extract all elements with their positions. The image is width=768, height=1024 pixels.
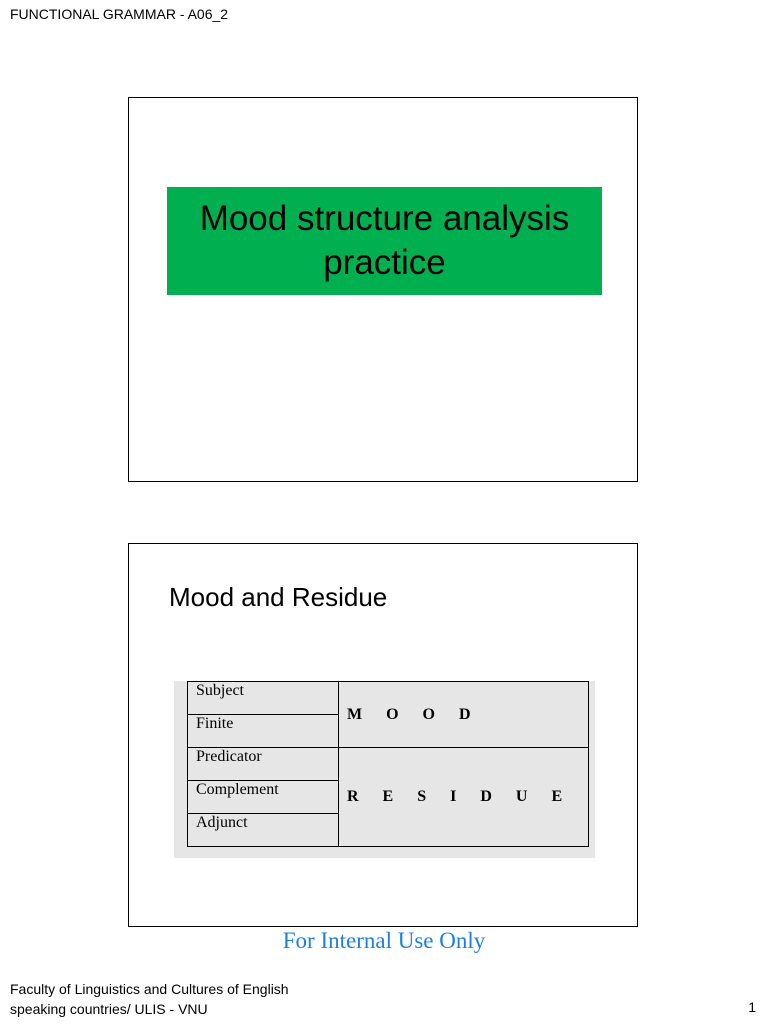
footer-affiliation (10, 979, 289, 1019)
mood-cell: M O O D (339, 682, 589, 748)
mood-residue-table-wrap (174, 681, 595, 858)
document-header: FUNCTIONAL GRAMMAR - A06_2 (10, 6, 229, 22)
residue-cell: R E S I D U E (339, 748, 589, 847)
table-row-predicator: Predicator (188, 748, 339, 781)
slide-2-title: Mood and Residue (169, 582, 388, 612)
internal-use-note: For Internal Use Only (282, 928, 486, 953)
slide-1-title-line2: practice (323, 243, 446, 282)
slide-1-title-line1: Mood structure analysis (199, 199, 570, 238)
slide-1 (128, 97, 638, 482)
table-row-subject: Subject (188, 682, 339, 715)
footer-affiliation-line2: speaking countries/ ULIS - VNU (10, 1001, 208, 1017)
table-row-finite: Finite (188, 715, 339, 748)
slide-1-title-box (167, 187, 602, 295)
table-row-adjunct: Adjunct (188, 814, 339, 847)
page-number: 1 (748, 999, 756, 1015)
slide-2 (128, 543, 638, 927)
mood-residue-table (187, 681, 589, 847)
table-row-complement: Complement (188, 781, 339, 814)
footer-affiliation-line1: Faculty of Linguistics and Cultures of English (10, 981, 289, 997)
